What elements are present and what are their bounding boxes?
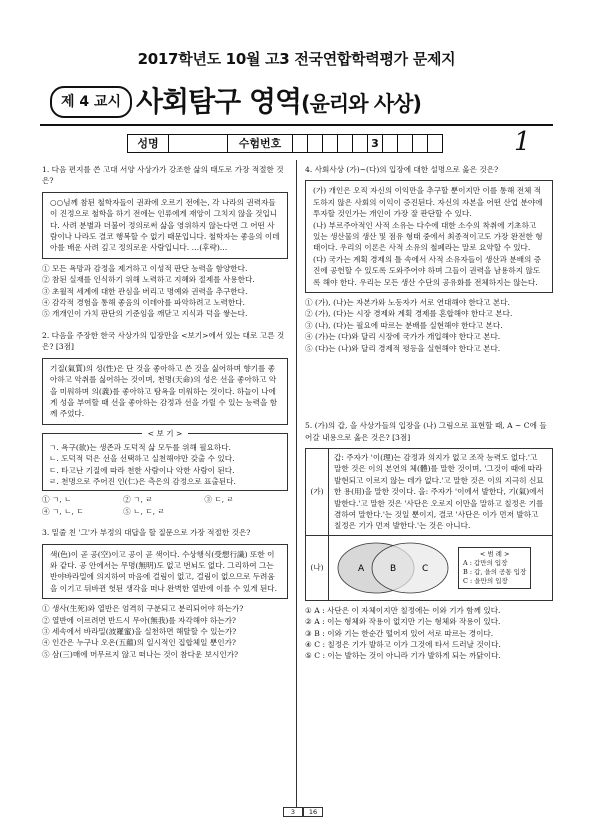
period-badge: 제 4 교시 bbox=[50, 86, 132, 118]
question-stem: 5. (가)의 갑, 을 사상가들의 입장을 (나) 그림으로 표현할 때, A ~ C에 들어갈 내용으로 옳은 것은? [3점] bbox=[305, 421, 547, 442]
id-cell[interactable] bbox=[338, 135, 353, 152]
option[interactable]: ④ ㄱ, ㄴ, ㄷ bbox=[42, 506, 84, 516]
passage-box bbox=[42, 192, 288, 259]
question-stem: 1. 다음 편지를 쓴 고대 서양 사상가가 강조한 삶의 태도로 가장 적절한 것은? bbox=[42, 165, 284, 186]
id-cell[interactable] bbox=[428, 135, 442, 152]
subject-main: 사회탐구 영역 bbox=[136, 85, 302, 118]
id-cell-digit[interactable]: 3 bbox=[368, 135, 383, 152]
option[interactable]: ② ㄱ, ㄹ bbox=[123, 495, 153, 505]
option[interactable]: ⑤ C : 이는 발하는 것이 아니라 기가 발하게 되는 까닭이다. bbox=[305, 651, 501, 661]
column-divider bbox=[296, 160, 297, 808]
id-cell[interactable] bbox=[398, 135, 413, 152]
option[interactable]: ③ (나), (다)는 필요에 따르는 분배를 실현해야 한다고 본다. bbox=[305, 320, 503, 330]
id-label: 수험번호 bbox=[228, 135, 293, 152]
option[interactable]: ① A : 사단은 이 자체이지만 칠정에는 이와 기가 함께 있다. bbox=[305, 605, 501, 615]
left-column bbox=[42, 164, 288, 662]
option[interactable]: ⑤ 삼(三)매에 머무르지 않고 떠나는 것이 참다운 보시인가? bbox=[42, 649, 239, 659]
option[interactable]: ③ ㄷ, ㄹ bbox=[204, 495, 234, 505]
bogi-item: ㄹ. 천명으로 주어진 인(仁)은 측은의 감정으로 표출된다. bbox=[49, 476, 236, 486]
legend-title: < 범 례 > bbox=[479, 549, 510, 558]
name-label: 성명 bbox=[128, 135, 169, 152]
bogi-item: ㄷ. 타고난 기질에 따라 천한 사람이나 악한 사람이 된다. bbox=[49, 465, 235, 475]
row-label: (나) bbox=[306, 536, 329, 600]
page-number: 1 bbox=[514, 127, 531, 157]
passage-box bbox=[42, 358, 288, 425]
question-stem: 2. 다음을 주장한 한국 사상가의 입장만을 <보기>에서 있는 대로 고른 것은? [3점] bbox=[42, 330, 285, 352]
option[interactable]: ③ 초월적 세계에 대한 관심을 버리고 명예와 권력을 추구한다. bbox=[42, 286, 248, 296]
option[interactable]: ① (가), (나)는 자본가와 노동자가 서로 연대해야 한다고 본다. bbox=[305, 298, 510, 308]
option[interactable]: ② (가), (다)는 시장 경제와 계획 경제를 혼합해야 한다고 본다. bbox=[305, 309, 513, 319]
passage-text: ○○님께 참된 철학자들이 권좌에 오르기 전에는, 각 나라의 권력자들이 진정으로 철학을 하기 전에는 인류에게 재앙이 그치지 않을 것입니다. 사려 분별과 더불어 정의로써 삶을 영위하지 않는다면 그 어떤 사람이나 나라도 결코 행복할 수 없기 때문입니다. 철학자는 좋음의 이데아를 배운 사려 깊고 정의로운 사람입니다. …(후략)… bbox=[50, 197, 280, 253]
question-4 bbox=[305, 164, 553, 354]
exam-title: 2017학년도 10월 고3 전국연합학력평가 문제지 bbox=[137, 50, 456, 68]
question-3 bbox=[42, 527, 288, 660]
passage-item: (나) 부르주아적인 사적 소유는 다수에 대한 소수의 착취에 기초하고 있는 생산물의 생산 및 점유 형태 중에서 최종적이고도 가장 완전한 형태이다. 우리의 이론은 사적 소유의 철폐라는 말로 요약할 수 있다. bbox=[313, 220, 543, 253]
id-cell[interactable] bbox=[353, 135, 368, 152]
passage-item: (다) 국가는 계획 경제의 틀 속에서 사적 소유자들이 생산과 분배의 증진에 공헌할 수 있도록 도와주어야 하며 그들이 권력을 남용하지 않도록 해야 한다. 우리는 모든 생산 수단의 공유화를 전체하지는 않는다. bbox=[313, 254, 542, 287]
option-grid bbox=[42, 494, 288, 517]
option[interactable]: ④ C : 칠정은 기가 발하고 이가 그것에 타서 드러날 것이다. bbox=[305, 639, 501, 649]
question-2 bbox=[42, 330, 288, 517]
venn-label-a: A bbox=[358, 563, 365, 574]
question-1 bbox=[42, 164, 288, 320]
subject-title bbox=[136, 80, 421, 120]
ga-na-table bbox=[305, 448, 553, 601]
option[interactable]: ② 열반에 이르려면 반드시 무아(無我)를 자각해야 하는가? bbox=[42, 615, 236, 625]
bogi-item: ㄱ. 욕구(欲)는 생존과 도덕적 삶 모두를 위해 필요하다. bbox=[49, 442, 231, 452]
footer-total: 16 bbox=[303, 807, 323, 817]
bogi-item: ㄴ. 도덕적 덕은 선을 선택하고 실천해야만 갖출 수 있다. bbox=[49, 454, 235, 464]
id-cell[interactable] bbox=[293, 135, 308, 152]
venn-label-c: C bbox=[422, 563, 429, 574]
bogi-title: < 보 기 > bbox=[142, 429, 189, 438]
legend-item: C : 을만의 입장 bbox=[463, 576, 508, 585]
venn-label-b: B bbox=[390, 563, 397, 574]
option[interactable]: ④ 인간은 누구나 오온(五蘊)의 일시적인 집합체일 뿐인가? bbox=[42, 638, 236, 648]
bogi-box bbox=[42, 428, 288, 492]
id-cell[interactable] bbox=[323, 135, 338, 152]
option[interactable]: ③ B : 이와 기는 한순간 떨어져 있어 서로 따르는 경이다. bbox=[305, 628, 494, 638]
option[interactable]: ③ 세속에서 바라밀(波羅蜜)을 실천하면 해탈할 수 있는가? bbox=[42, 627, 237, 636]
option[interactable]: ④ 감각적 경험을 통해 좋음의 이데아를 파악하려고 노력한다. bbox=[42, 298, 245, 308]
subject-sub: (윤리와 사상) bbox=[301, 92, 421, 116]
option[interactable]: ① ㄱ, ㄴ bbox=[42, 495, 72, 505]
name-id-row bbox=[127, 134, 443, 153]
legend-item: A : 갑만의 입장 bbox=[463, 558, 508, 567]
footer-page: 3 bbox=[283, 807, 303, 817]
option[interactable]: ④ (가)는 (다)와 달리 시장에 국가가 개입해야 한다고 본다. bbox=[305, 332, 501, 342]
header-rule bbox=[40, 124, 553, 126]
option[interactable]: ② A : 이는 형체와 작용이 없지만 기는 형체와 작용이 있다. bbox=[305, 617, 501, 627]
question-stem: 3. 밑줄 친 '그'가 부정의 대답을 할 질문으로 가장 적절한 것은? bbox=[42, 528, 251, 538]
passage-box bbox=[42, 544, 288, 600]
right-column bbox=[305, 164, 553, 664]
option[interactable]: ② 참된 실재를 인식하기 위해 노력하고 지혜와 절제를 사용한다. bbox=[42, 275, 255, 285]
page-footer bbox=[283, 807, 323, 817]
passage-item: (가) 개인은 오직 자신의 이익만을 추구할 뿐이지만 이를 통해 전체 적도하지 않은 사회의 이익이 증진된다. 자신의 자본을 어떤 산업 분야에 투자할 것인가는 개인이 가장 잘 판단할 수 있다. bbox=[313, 186, 543, 219]
question-5 bbox=[305, 420, 553, 662]
legend-item: B : 갑, 을의 공통 입장 bbox=[463, 567, 527, 576]
passage-box bbox=[305, 180, 553, 293]
option[interactable]: ⑤ (다)는 (나)와 달리 경제적 평등을 실현해야 한다고 본다. bbox=[305, 343, 501, 353]
option[interactable]: ① 생사(生死)와 열반은 엄격히 구분되고 분리되어야 하는가? bbox=[42, 604, 244, 614]
passage-text: 색(色)이 곧 공(空)이고 공이 곧 색이다. 수상행식(受想行識) 또한 이와 같다. 공 안에서는 무명(無明)도 없고 번뇌도 없다. 그리하여 그는 반야바라밀에 의지하여 마음에 걸림이 없고, 걸림이 없으므로 두려움을 이기고 뒤바뀐 헛된 생각을 떠나 완벽한 열반에 이를 수 있게 된다. bbox=[50, 549, 278, 593]
name-field[interactable] bbox=[169, 135, 228, 152]
option[interactable]: ⑤ ㄴ, ㄷ, ㄹ bbox=[123, 506, 165, 516]
question-stem: 4. 사회사상 (가)~(다)의 입장에 대한 설명으로 옳은 것은? bbox=[305, 165, 499, 174]
venn-circle-right bbox=[372, 543, 448, 593]
id-cell[interactable] bbox=[383, 135, 398, 152]
venn-diagram bbox=[334, 539, 452, 597]
row-na bbox=[306, 535, 552, 600]
row-ga bbox=[306, 449, 552, 535]
legend-box bbox=[458, 547, 531, 589]
option[interactable]: ① 모든 욕망과 감정을 제거하고 이성적 판단 능력을 함양한다. bbox=[42, 263, 248, 273]
option[interactable]: ⑤ 개개인이 가치 판단의 기준임을 깨닫고 지식과 덕을 쌓는다. bbox=[42, 309, 248, 319]
passage-text: 기질(氣質)의 성(性)은 단 것을 좋아하고 쓴 것을 싫어하며 향기를 좋아하고 악취를 싫어하는 것이며, 천명(天命)의 성은 선을 좋아하고 악을 미워하며 의(義)를 좋아하고 탐욕을 미워하는 것이다. 하늘이 나에게 성을 부여할 때 선을 좋아하는 감정과 선을 가릴 수 있는 능력을 함께 주었다. bbox=[50, 363, 278, 419]
row-label: (가) bbox=[306, 449, 329, 535]
id-cell[interactable] bbox=[413, 135, 428, 152]
passage-text: 갑: 주자가 '이(理)는 감정과 의지가 없고 조작 능력도 없다.'고 말한 것은 이의 본연의 체(體)를 말한 것이며, '그것이 때에 따라 발현되고 이르지 않는 데가 없다.'고 말한 것은 이의 지극히 신묘한 용(用)을 말한 것이다. 을: 주자가 '이에서 발한다, 기(氣)에서 발한다.'고 말한 것은 '사단은 오로지 이만을 말하고 칠정은 기를 겸하여 말한다.'는 것일 뿐이지, 결코 '사단은 이가 먼저 발하고 칠정은 기가 먼저 발한다.'는 것은 아니다. bbox=[334, 452, 544, 531]
id-cell[interactable] bbox=[308, 135, 323, 152]
